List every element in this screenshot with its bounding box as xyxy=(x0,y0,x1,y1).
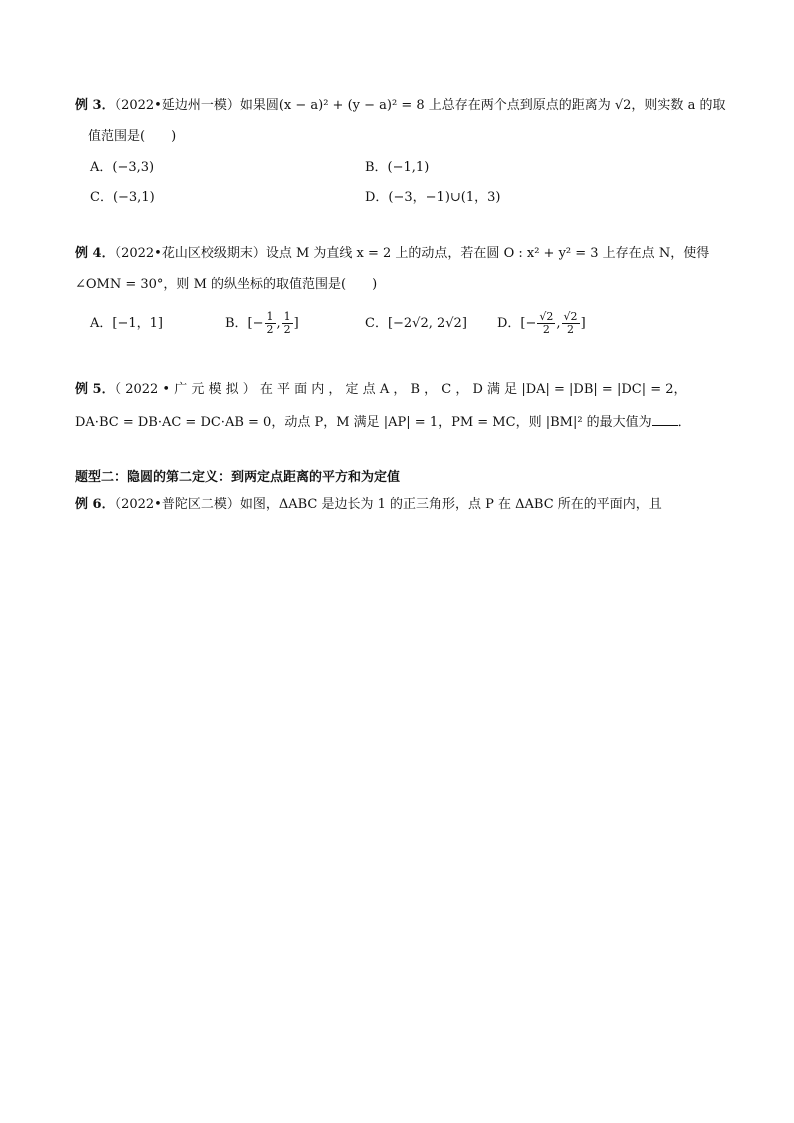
example-4-option-b: B．[− $\frac{1}{2}$ , $\frac{1}{2}$ ] xyxy=(225,310,299,336)
example-6-line-1 xyxy=(75,495,662,515)
example-3-label: 例 3． xyxy=(75,98,115,113)
example-4-label: 例 4． xyxy=(75,246,115,261)
section-title: 题型二：隐圆的第二定义：到两定点距离的平方和为定值 xyxy=(75,470,401,485)
example-3-option-a: A．(−3,3) xyxy=(90,160,155,175)
example-4-option-c: C．[−2√2, 2√2] xyxy=(365,316,467,331)
example-3-text: （2022•延边州一模）如果圆(x − a)² + (y − a)² = 8 上总存在两个点到原点的距离为 √2，则实数 a 的取 xyxy=(114,98,726,113)
example-4-line-1 xyxy=(75,244,709,264)
answer-blank[interactable] xyxy=(652,413,678,426)
example-5-label: 例 5． xyxy=(75,382,115,397)
example-5-line-1 xyxy=(75,380,687,400)
example-4-line-2: ∠OMN = 30°，则 M 的纵坐标的取值范围是( ) xyxy=(75,277,378,292)
example-3-option-d: D．(−3，−1)∪(1，3) xyxy=(365,190,501,205)
example-6-label: 例 6． xyxy=(75,497,115,512)
example-5-text: （ 2022 • 广 元 模 拟 ） 在 平 面 内 ， 定 点 A ， B ， C ， D 满 足 |DA| = |DB| = |DC| = 2， xyxy=(114,382,687,397)
example-4-text: （2022•花山区校级期末）设点 M 为直线 x = 2 上的动点，若在圆 O : x² + y² = 3 上存在点 N，使得 xyxy=(114,246,710,261)
example-3-option-b: B．(−1,1) xyxy=(365,160,430,175)
example-5-text-2: DA·BC = DB·AC = DC·AB = 0，动点 P，M 满足 |AP| = 1，PM = MC，则 |BM|² 的最大值为 xyxy=(75,415,652,430)
example-3-line-2: 值范围是( ) xyxy=(88,129,177,144)
example-5-line-2: DA·BC = DB·AC = DC·AB = 0，动点 P，M 满足 |AP| = 1，PM = MC，则 |BM|² 的最大值为 ． xyxy=(75,415,691,430)
example-6-text: （2022•普陀区二模）如图，ΔABC 是边长为 1 的正三角形，点 P 在 ΔABC 所在的平面内，且 xyxy=(114,497,662,512)
example-4-option-a: A．[−1，1] xyxy=(90,316,163,331)
example-4-option-d: D．[− $\frac{√2}{2}$ , $\frac{√2}{2}$ ] xyxy=(497,310,586,336)
example-3-option-c: C．(−3,1) xyxy=(90,190,155,205)
example-3-line-1 xyxy=(75,96,725,116)
